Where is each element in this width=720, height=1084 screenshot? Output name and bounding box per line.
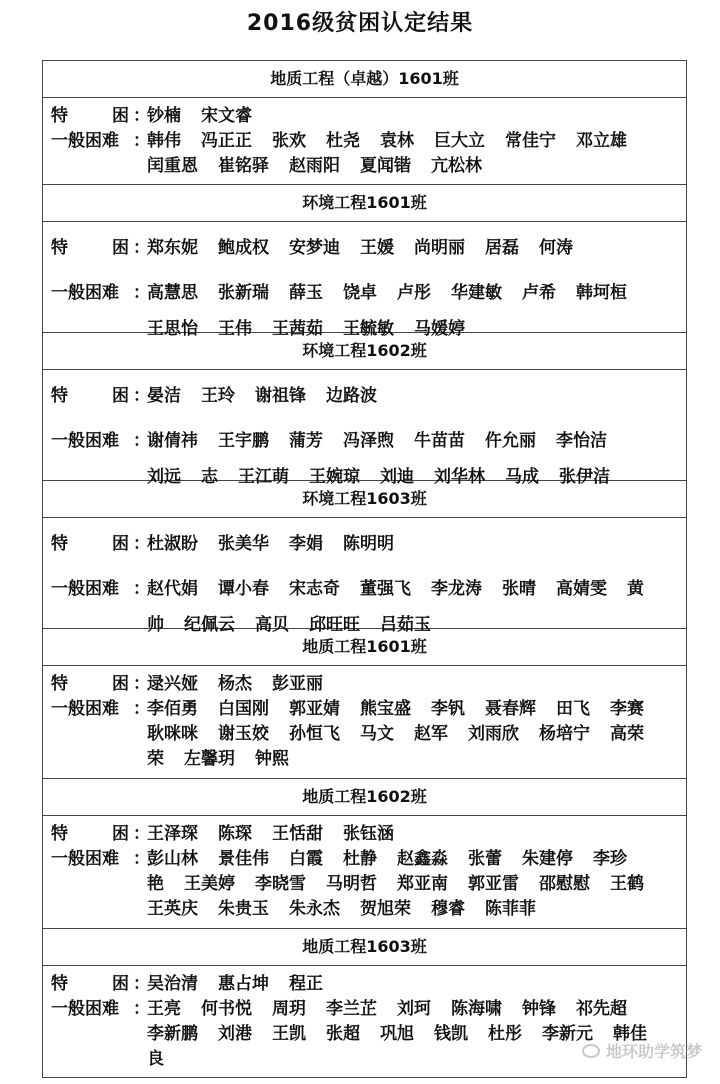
special-label: [51, 378, 150, 414]
student-name: 邵慰慰: [539, 874, 590, 894]
class-section: [43, 333, 686, 487]
student-name: 高荣: [610, 724, 644, 744]
student-name: 卢彤: [397, 283, 431, 303]
student-name: 亢松林: [431, 156, 482, 176]
student-name: 彭亚丽: [272, 674, 323, 694]
general-label-text: 一般困难: [51, 579, 119, 599]
student-name: 赵代娟: [147, 579, 198, 599]
student-name: 白国刚: [218, 699, 269, 719]
student-name: 高慧思: [147, 283, 198, 303]
special-label-b: 困: [112, 674, 129, 694]
student-name: 耿咪咪: [147, 724, 198, 744]
special-row: [51, 526, 686, 562]
class-section: [43, 185, 686, 339]
student-name: 李新元: [542, 1024, 593, 1044]
student-name: 谢祖锋: [255, 386, 306, 406]
label-colon: ：: [133, 106, 150, 126]
student-name: 马媛婷: [414, 319, 465, 339]
student-name: 王茜茹: [272, 319, 323, 339]
label-colon: ：: [133, 999, 150, 1019]
student-name: 陈菲菲: [485, 899, 536, 919]
student-name: 李赛: [610, 699, 644, 719]
student-name: 李兰芷: [326, 999, 377, 1019]
student-name: 白霞: [289, 849, 323, 869]
label-colon: ：: [133, 699, 150, 719]
student-name: 马明哲: [326, 874, 377, 894]
student-name: 张欢: [272, 131, 306, 151]
student-name: 朱贵玉: [218, 899, 269, 919]
general-label: [51, 275, 150, 311]
student-name: 王鹤: [610, 874, 644, 894]
student-name: 王江萌: [238, 467, 289, 487]
student-name: 居磊: [485, 238, 519, 258]
student-name: 饶卓: [343, 283, 377, 303]
student-name: 杜彤: [488, 1024, 522, 1044]
student-name: 袁林: [380, 131, 414, 151]
special-label-b: 困: [112, 974, 129, 994]
student-name: 邱旺旺: [309, 615, 360, 635]
special-label-a: 特: [51, 534, 68, 554]
student-name: 李晓雪: [255, 874, 306, 894]
special-label-a: 特: [51, 106, 68, 126]
special-label: [51, 972, 150, 997]
student-name: 巨大立: [434, 131, 485, 151]
general-label: [51, 571, 150, 607]
general-label-text: 一般困难: [51, 131, 119, 151]
general-names: [147, 129, 686, 179]
section-body: [43, 666, 686, 776]
student-name: 陈琛: [218, 824, 252, 844]
student-name: 郭亚婧: [289, 699, 340, 719]
student-name: 张钰涵: [343, 824, 394, 844]
student-name: 祁先超: [576, 999, 627, 1019]
student-name: 韩佳: [613, 1024, 647, 1044]
label-colon: ：: [133, 131, 150, 151]
student-name: 何涛: [539, 238, 573, 258]
student-name: 王凯: [272, 1024, 306, 1044]
student-name: 陈海啸: [451, 999, 502, 1019]
label-colon: ：: [133, 974, 150, 994]
student-name: 刘珂: [397, 999, 431, 1019]
general-label-text: 一般困难: [51, 999, 119, 1019]
general-label-text: 一般困难: [51, 283, 119, 303]
student-name: 张晴: [502, 579, 536, 599]
student-name: 王泽琛: [147, 824, 198, 844]
student-name: 邓立雄: [576, 131, 627, 151]
student-name: 王亮: [147, 999, 181, 1019]
student-name: 王恬甜: [272, 824, 323, 844]
student-name: 钟熙: [255, 749, 289, 769]
special-names: [147, 104, 686, 129]
section-body: [43, 98, 686, 183]
student-name: 董强飞: [360, 579, 411, 599]
student-name: 李怡洁: [556, 431, 607, 451]
student-name: 纪佩云: [184, 615, 235, 635]
special-label-a: 特: [51, 674, 68, 694]
student-name: 彭山林: [147, 849, 198, 869]
student-name: 王美婷: [184, 874, 235, 894]
results-table: [42, 60, 687, 1078]
student-name: 张新瑞: [218, 283, 269, 303]
student-name: 李珍: [593, 849, 627, 869]
special-row: [51, 230, 686, 266]
general-label: [51, 129, 150, 154]
student-name: 赵雨阳: [289, 156, 340, 176]
general-label: [51, 847, 150, 872]
special-row: [51, 672, 686, 697]
wechat-icon: [582, 1044, 600, 1058]
label-colon: ：: [133, 534, 150, 554]
special-label-b: 困: [112, 824, 129, 844]
student-name: 杜尧: [326, 131, 360, 151]
student-name: 朱永杰: [289, 899, 340, 919]
class-section: [43, 481, 686, 635]
student-name: 郑东妮: [147, 238, 198, 258]
student-name: 王宇鹏: [218, 431, 269, 451]
student-name: 鲍成权: [218, 238, 269, 258]
student-name: 薛玉: [289, 283, 323, 303]
general-row: [51, 847, 686, 922]
student-name: 惠占坤: [218, 974, 269, 994]
student-name: 仵允丽: [485, 431, 536, 451]
student-name: 志: [201, 467, 218, 487]
student-name: 李龙涛: [431, 579, 482, 599]
student-name: 韩坷桓: [576, 283, 627, 303]
student-name: 李钒: [431, 699, 465, 719]
student-name: 韩伟: [147, 131, 181, 151]
student-name: 田飞: [556, 699, 590, 719]
general-names: [147, 847, 686, 922]
student-name: 周玥: [272, 999, 306, 1019]
special-label-a: 特: [51, 974, 68, 994]
student-name: 吕茹玉: [380, 615, 431, 635]
special-names: [147, 378, 686, 414]
special-row: [51, 104, 686, 129]
label-colon: ：: [133, 238, 150, 258]
student-name: 马文: [360, 724, 394, 744]
general-label: [51, 997, 150, 1022]
special-row: [51, 972, 686, 997]
special-row: [51, 378, 686, 414]
class-name: 地质工程1603班: [43, 929, 686, 966]
student-name: 熊宝盛: [360, 699, 411, 719]
student-name: 钱凯: [434, 1024, 468, 1044]
student-name: 杜淑盼: [147, 534, 198, 554]
student-name: 谭小春: [218, 579, 269, 599]
student-name: 王媛: [360, 238, 394, 258]
student-name: 聂春辉: [485, 699, 536, 719]
special-label: [51, 230, 150, 266]
special-names: [147, 526, 686, 562]
student-name: 巩旭: [380, 1024, 414, 1044]
student-name: 何书悦: [201, 999, 252, 1019]
student-name: 闰重恩: [147, 156, 198, 176]
special-label-a: 特: [51, 238, 68, 258]
student-name: 马成: [505, 467, 539, 487]
general-label-text: 一般困难: [51, 431, 119, 451]
student-name: 李娟: [289, 534, 323, 554]
special-label: [51, 104, 150, 129]
student-name: 王毓敏: [343, 319, 394, 339]
label-colon: ：: [133, 579, 150, 599]
class-name: 环境工程1601班: [43, 185, 686, 222]
label-colon: ：: [133, 431, 150, 451]
special-label-b: 困: [112, 238, 129, 258]
section-body: [43, 816, 686, 926]
student-name: 王思怡: [147, 319, 198, 339]
student-name: 王伟: [218, 319, 252, 339]
student-name: 常佳宁: [505, 131, 556, 151]
class-name: 地质工程（卓越）1601班: [43, 61, 686, 98]
student-name: 刘华林: [434, 467, 485, 487]
special-label-a: 特: [51, 824, 68, 844]
class-section: [43, 61, 686, 185]
student-name: 朱建停: [522, 849, 573, 869]
page-title: 2016级贫困认定结果: [246, 11, 474, 36]
special-names: [147, 672, 686, 697]
student-name: 王英庆: [147, 899, 198, 919]
label-colon: ：: [133, 674, 150, 694]
special-label-b: 困: [112, 386, 129, 406]
student-name: 杜静: [343, 849, 377, 869]
special-label-b: 困: [112, 534, 129, 554]
student-name: 李佰勇: [147, 699, 198, 719]
student-name: 景佳伟: [218, 849, 269, 869]
student-name: 谢倩祎: [147, 431, 198, 451]
student-name: 张美华: [218, 534, 269, 554]
student-name: 高婧雯: [556, 579, 607, 599]
student-name: 谢玉姣: [218, 724, 269, 744]
student-name: 郭亚雷: [468, 874, 519, 894]
student-name: 尚明丽: [414, 238, 465, 258]
general-label-text: 一般困难: [51, 699, 119, 719]
student-name: 晏洁: [147, 386, 181, 406]
student-name: 黄: [627, 579, 644, 599]
special-row: [51, 822, 686, 847]
special-label-b: 困: [112, 106, 129, 126]
student-name: 郑亚南: [397, 874, 448, 894]
watermark-text: 地环助学筑梦: [605, 1042, 702, 1061]
student-name: 刘远: [147, 467, 181, 487]
special-label: [51, 822, 150, 847]
student-name: 艳: [147, 874, 164, 894]
student-name: 杨培宁: [539, 724, 590, 744]
student-name: 安梦迪: [289, 238, 340, 258]
student-name: 帅: [147, 615, 164, 635]
student-name: 崔铭驿: [218, 156, 269, 176]
student-name: 吴治清: [147, 974, 198, 994]
student-name: 冯正正: [201, 131, 252, 151]
general-row: [51, 129, 686, 179]
student-name: 夏闻锴: [360, 156, 411, 176]
student-name: 逯兴娅: [147, 674, 198, 694]
class-section: [43, 779, 686, 929]
label-colon: ：: [133, 386, 150, 406]
label-colon: ：: [133, 283, 150, 303]
student-name: 李新鹏: [147, 1024, 198, 1044]
student-name: 左馨玥: [184, 749, 235, 769]
special-label-a: 特: [51, 386, 68, 406]
student-name: 刘迪: [380, 467, 414, 487]
student-name: 宋志奇: [289, 579, 340, 599]
student-name: 蒲芳: [289, 431, 323, 451]
special-names: [147, 822, 686, 847]
general-label-text: 一般困难: [51, 849, 119, 869]
student-name: 刘雨欣: [468, 724, 519, 744]
student-name: 王玲: [201, 386, 235, 406]
label-colon: ：: [133, 849, 150, 869]
student-name: 冯泽煦: [343, 431, 394, 451]
student-name: 贺旭荣: [360, 899, 411, 919]
class-name: 地质工程1602班: [43, 779, 686, 816]
student-name: 赵军: [414, 724, 448, 744]
class-name: 地质工程1601班: [43, 629, 686, 666]
general-label: [51, 697, 150, 722]
student-name: 钟锋: [522, 999, 556, 1019]
student-name: 张伊洁: [559, 467, 610, 487]
student-name: 张蕾: [468, 849, 502, 869]
student-name: 荣: [147, 749, 164, 769]
student-name: 良: [147, 1049, 164, 1069]
student-name: 刘港: [218, 1024, 252, 1044]
general-names: [147, 697, 686, 772]
student-name: 卢希: [522, 283, 556, 303]
student-name: 陈明明: [343, 534, 394, 554]
student-name: 牛苗苗: [414, 431, 465, 451]
class-section: [43, 629, 686, 779]
student-name: 程正: [289, 974, 323, 994]
general-label: [51, 423, 150, 459]
general-row: [51, 697, 686, 772]
student-name: 高贝: [255, 615, 289, 635]
student-name: 穆睿: [431, 899, 465, 919]
student-name: 钞楠: [147, 106, 181, 126]
class-name: 环境工程1603班: [43, 481, 686, 518]
student-name: 王婉琼: [309, 467, 360, 487]
special-names: [147, 972, 686, 997]
student-name: 宋文睿: [201, 106, 252, 126]
student-name: 孙恒飞: [289, 724, 340, 744]
special-label: [51, 526, 150, 562]
watermark: [582, 1039, 702, 1062]
student-name: 赵鑫淼: [397, 849, 448, 869]
student-name: 张超: [326, 1024, 360, 1044]
student-name: 杨杰: [218, 674, 252, 694]
label-colon: ：: [133, 824, 150, 844]
student-name: 华建敏: [451, 283, 502, 303]
special-names: [147, 230, 686, 266]
special-label: [51, 672, 150, 697]
student-name: 边路波: [326, 386, 377, 406]
class-name: 环境工程1602班: [43, 333, 686, 370]
